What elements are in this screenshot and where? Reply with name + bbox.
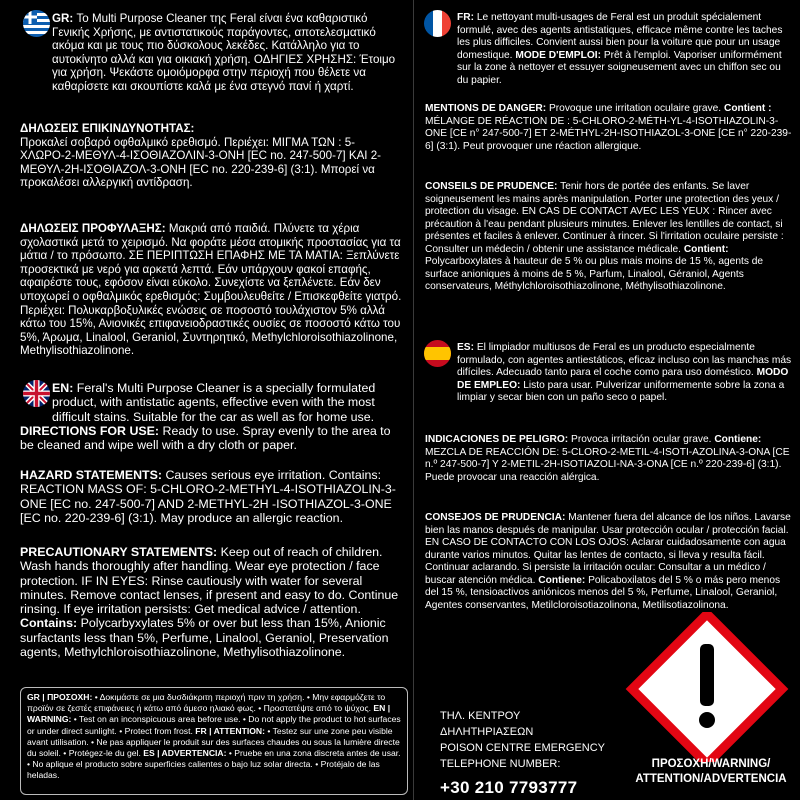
spanish-peligro-text: Provoca irritación ocular grave. (571, 434, 712, 445)
spanish-section (425, 342, 793, 405)
spanish-contiene2-title: Contiene: (538, 574, 586, 586)
warning-gr-text: • Δοκιμάστε σε μια δυσδιάκριτη περιοχή πριν τη χρήση. • Μην εφαρμόζετε το προϊόν σε ζεστές επιφάνειες ή κάτω από άμεσο ηλιακό φως. • Προστατέψτε από το ψύχος. (27, 692, 386, 714)
spanish-modo-text: Listo para usar. Pulverizar uniformemente sobre la zona a limpiar y secar bien con un paño seco o papel. (457, 379, 785, 403)
spanish-contiene-text: MEZCLA DE REACCIÓN DE: 5-CLORO-2-METIL-4-ISOTI-AZOLINA-3-ONA [CE n.º 247-500-7] Y 2-METIL-2H-ISOTIAZOLI-NA-3-ONA [CE n.º 220-239-6] (3:1). Puede provocar una reacción alérgica. (425, 446, 790, 483)
spanish-peligro-title: INDICACIONES DE PELIGRO: (425, 434, 569, 445)
english-section (20, 381, 405, 452)
exclamation-mark-pictogram-icon (612, 612, 800, 762)
english-hazard-title: HAZARD STATEMENTS: (20, 468, 163, 482)
poison-centre (440, 708, 615, 796)
spanish-consejos-title: CONSEJOS DE PRUDENCIA: (425, 512, 566, 523)
poison-centre-line3: TELEPHONE NUMBER: (440, 758, 561, 770)
english-lang-code: EN: (52, 381, 74, 395)
english-precaution-text: Keep out of reach of children. Wash hands thoroughly after handling. Wear eye protection / face protection. IF IN EYES: Rinse cautiously with water for several minutes. Remove contact lenses, if present and easy to do. Continue rinsing. If eye irritation persists: Get medical advice / attention. (20, 545, 399, 617)
greek-hazard-section (20, 122, 405, 190)
english-precaution-title: PRECAUTIONARY STATEMENTS: (20, 545, 218, 559)
french-danger-text: Provoque une irritation oculaire grave. (548, 103, 722, 114)
french-content-text: MÉLANGE DE RÉACTION DE : 5-CHLORO-2-MÉTH-YL-4-ISOTHIAZOLIN-3-ONE [CE n° 247-500-7] ET 2-MÉTHYL-2H-ISOTHIAZOL-3-ONE [CE n° 220-239-6] (3:1). Peut provoquer une réaction allergique. (425, 115, 792, 152)
greek-hazard-title: ΔΗΛΩΣΕΙΣ ΕΠΙΚΙΝΔΥΝΟΤΗΤΑΣ: (20, 122, 195, 135)
warning-es-text: • Pruebe en una zona discreta antes de usar. • No aplique el producto sobre superficies calientes o bajo luz solar directa. • Protéjalo de las heladas. (27, 748, 401, 781)
greek-hazard-text: Προκαλεί σοβαρό οφθαλμικό ερεθισμό. Περιέχει: ΜΙΓΜΑ ΤΩΝ : 5-ΧΛΩΡΟ-2-ΜΕΘΥΛ-4-ΙΣΟΘΙΑΖΟΛΙΝ-3-ΟΝΗ [EC no. 247-500-7] ΚΑΙ 2-ΜΕΘΥΛ-2Η-ΙΣΟΘΙΑΖΟΛ-3-ΟΝΗ [EC no. 220-239-6] (3:1). Μπορεί να προκαλέσει αλλεργική αντίδραση. (20, 135, 382, 190)
french-conseils-section (425, 181, 793, 294)
french-conseils-title: CONSEILS DE PRUDENCE: (425, 181, 558, 192)
greek-lang-code: GR: (52, 12, 74, 25)
spanish-lang-code: ES: (457, 342, 474, 353)
english-contains-title: Contains: (20, 616, 78, 631)
poison-centre-number: +30 210 7793777 (440, 778, 578, 797)
english-intro: Feral's Multi Purpose Cleaner is a specially formulated product, with antistatic agents, effective even with the most difficult stains. Suitable for the car as well as for home use. (52, 381, 376, 424)
french-mode-text: Prêt à l'emploi. Vaporiser uniformément sur la zone à nettoyer et essuyer soigneusement avec un chiffon sec ou du papier. (457, 49, 782, 86)
ghs-signal-word (622, 757, 800, 787)
warning-es-label: ES | ADVERTENCIA: (143, 748, 227, 759)
warning-en-text: • Test on an inconspicuous area before use. • Do not apply the product to hot surfaces or under direct sunlight. • Protect from frost. (27, 714, 401, 736)
french-mode-title: MODE D'EMPLOI: (515, 49, 601, 61)
warning-gr-label: GR | ΠΡΟΣΟΧΗ: (27, 692, 93, 702)
spanish-consejos-section (425, 512, 793, 612)
greek-section (20, 12, 405, 94)
french-conseils-text: Tenir hors de portée des enfants. Se laver soigneusement les mains après manipulation. Porter une protection des yeux / protection du visage. EN CAS DE CONTACT AVEC LES YEUX : Rincer avec précaution à l'eau pendant plusieurs minutes. Enlever les lentilles de contact, si présentes et faciles à enlever. Continuer à rincer. Si l'irritation oculaire persiste : Consulter un médecin / obtenir une assistance médicale. (425, 181, 784, 255)
poison-centre-line1: ΤΗΛ. ΚΕΝΤΡΟΥ ΔΗΛΗΤΗΡΙΑΣΕΩΝ (440, 710, 534, 738)
french-danger-section (425, 103, 793, 153)
french-intro: Le nettoyant multi-usages de Feral est un produit spécialement formulé, avec des agents antistatiques, efficace même contre les taches les plus difficiles. Convient aussi bien pour la voiture que pour un usage domestique. (457, 12, 783, 61)
french-lang-code: FR: (457, 12, 474, 23)
warning-fr-text: • Testez sur une zone peu visible avant utilisation. • Ne pas appliquer le produit sur des surfaces chaudes ou sous la lumière directe du soleil. • Protégez-le du gel. (27, 725, 400, 759)
french-content-title: Contient : (723, 103, 772, 114)
poison-centre-line2: POISON CENTRE EMERGENCY (440, 742, 606, 754)
spanish-contiene-title: Contiene: (714, 434, 762, 445)
english-contains-text: Polycarbyxylates 5% or over but less than 15%, Anionic surfactants less than 5%, Perfume, Linalool, Geraniol, Preservation agents, Methylchloroisothiazolinone, Methylisothiazolinone. (20, 616, 389, 660)
greek-precaution-text: Μακριά από παιδιά. Πλύνετε τα χέρια σχολαστικά μετά το χειρισμό. Να φοράτε μέσα ατομικής προστασίας για τα μάτια / το πρόσωπο. ΣΕ ΠΕΡΙΠΤΩΣΗ ΕΠΑΦΗΣ ΜΕ ΤΑ ΜΑΤΙΑ: Ξεπλύνετε προσεκτικά με νερό για αρκετά λεπτά. Εάν υπάρχουν φακοί επαφής, αφαιρέστε τους, εφόσον είναι εύκολο. Συνεχίστε να ξεπλένετε. Εάν δεν υποχωρεί ο οφθαλμικός ερεθισμός: Συμβουλευθείτε / Επισκεφθείτε γιατρό. Περιέχει: Πολυκαρβοξυλικές ενώσεις σε ποσοστό τουλάχιστον 5% αλλά κάτω του 15%, Ανιονικές επιφανειοδραστικές ουσίες σε ποσοστό κάτω του 5%, Άρωμα, Linalool, Geraniol, Συντηρητικό, Methylchloroisothiazolinone, Methylisothiazolinone. (20, 222, 402, 358)
warning-box (20, 687, 408, 795)
ghs-signal-line1: ΠΡΟΣΟΧΗ/WARNING/ (651, 758, 771, 770)
french-danger-title: MENTIONS DE DANGER: (425, 103, 547, 114)
english-precaution-section (20, 545, 405, 659)
spanish-intro: El limpiador multiusos de Feral es un producto especialmente formulado, con agentes antiestáticos, eficaz incluso con las manchas más difíciles. Adecuado tanto para el coche como para uso doméstico. (457, 342, 792, 378)
french-section (425, 12, 793, 87)
column-divider (413, 0, 414, 800)
greek-precaution-section (20, 222, 405, 358)
greek-intro: Το Multi Purpose Cleaner της Feral είναι ένα καθαριστικό Γενικής Χρήσης, με αντιστατικούς παράγοντες, αποτελεσματικό ακόμα και με τους πιο δύσκολους λεκέδες. Κατάλληλο για το αυτοκίνητο αλλά και για οικιακή χρήση. ΟΔΗΓΙΕΣ ΧΡΗΣΗΣ: Έτοιμο για χρήση. Ψεκάστε ομοιόμορφα στην περιοχή που θέλετε να καθαρίσετε και σκουπίστε καλά με ένα στεγνό πανί ή χαρτί. (52, 12, 396, 93)
warning-fr-label: FR | ATTENTION: (195, 725, 265, 736)
spanish-peligro-section (425, 434, 793, 484)
spanish-consejos-text: Mantener fuera del alcance de los niños. Lavarse bien las manos después de manipular. Usar protección ocular / protección facial. EN CASO DE CONTACTO CON LOS OJOS: Aclarar cuidadosamente con agua durante varios minutos. Quitar las lentes de contacto, si lleva y resulta fácil. Continuar aclarando. Si persiste la irritación ocular: Consultar a un médico / buscar atención médica. (425, 512, 791, 586)
spanish-modo-title: MODO DE EMPLEO: (457, 367, 789, 391)
english-hazard-section (20, 468, 405, 525)
warning-en-label: EN | WARNING: (27, 703, 391, 725)
english-directions-title: DIRECTIONS FOR USE: (20, 423, 160, 438)
greek-precaution-title: ΔΗΛΩΣΕΙΣ ΠΡΟΦΥΛΑΞΗΣ: (20, 222, 166, 235)
spanish-contiene2-text: Policaboxilatos del 5 % o más pero menos del 15 %, tensioactivos aniónicos menos del 5 %, Perfume, Linalool, Geraniol, Agentes conservantes, Metilcloroisotiazolinona, Metilisotiazolinona. (425, 574, 781, 611)
ghs-signal-line2: ATTENTION/ADVERTENCIA (635, 773, 787, 785)
english-directions-text: Ready to use. Spray evenly to the area to be cleaned and wipe well with a dry cloth or paper. (20, 423, 391, 453)
french-contient-title: Contient: (683, 243, 729, 255)
french-contient-text: Polycarboxylates à hauteur de 5 % ou plus mais moins de 15 %, agents de surface anioniques à moins de 5 %, Parfum, Linalool, Géraniol, Agents conservateurs, Méthylchloroisothiazolinone, Méthylisothiazolinone. (425, 256, 764, 292)
english-hazard-text: Causes serious eye irritation. Contains: REACTION MASS OF: 5-CHLORO-2-METHYL-4-ISOTHIAZOLIN-3-ONE [EC no. 247-500-7] AND 2-METHYL-2H -ISOTHIAZOL-3-ONE [EC no. 220-239-6] (3:1). May produce an allergic reaction. (20, 468, 396, 525)
